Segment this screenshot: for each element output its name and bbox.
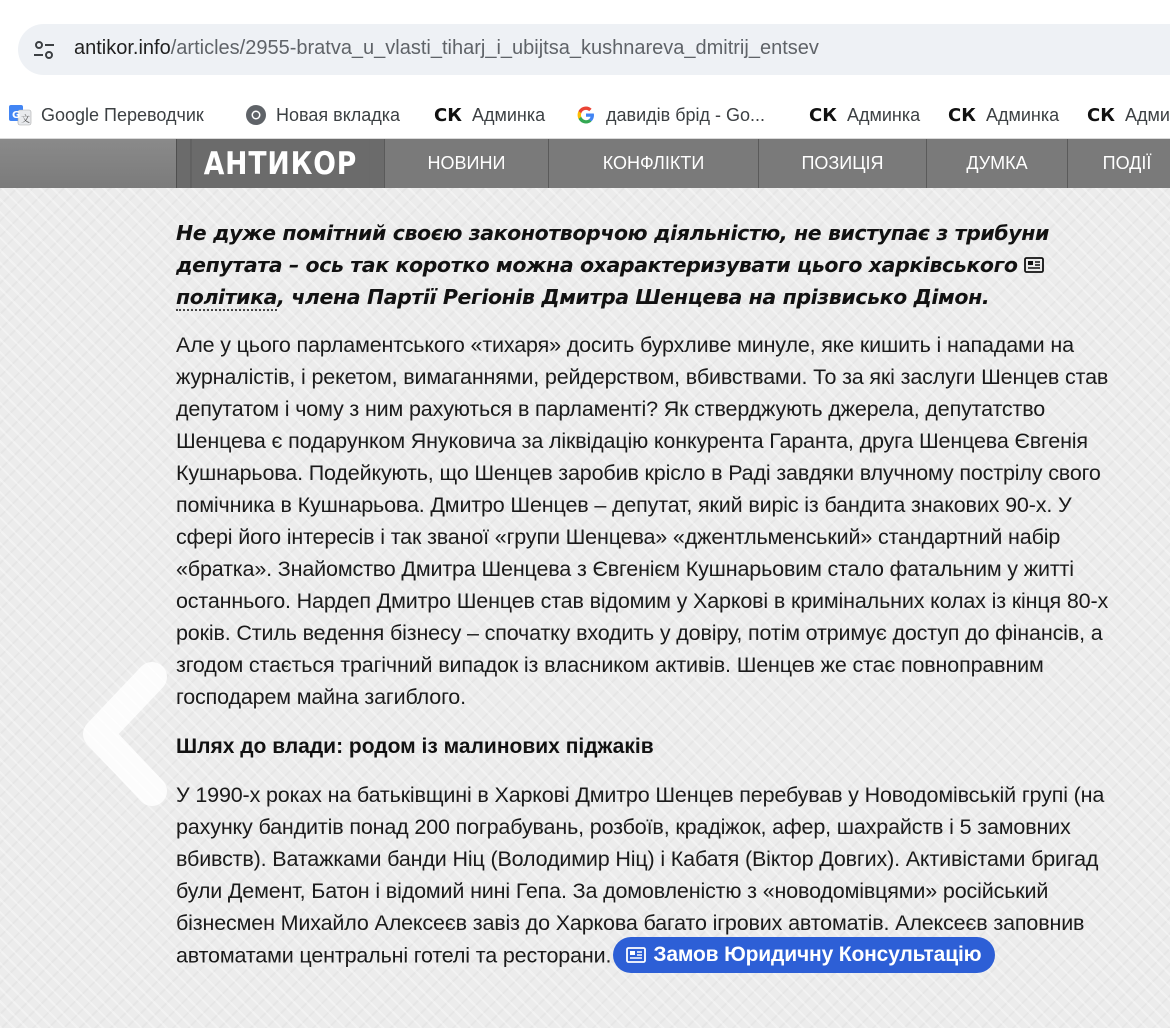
bookmark-label: Админка: [471, 104, 546, 125]
bookmark-admin-3[interactable]: [948, 100, 1059, 130]
url-text[interactable]: [74, 37, 819, 60]
address-bar[interactable]: [18, 24, 1170, 75]
bookmark-label: давидів брід - Go...: [606, 104, 766, 125]
consult-button-label: Замов Юридичну Консультацію: [653, 943, 982, 966]
lead-text: Не дуже помітний своєю законотворчою діяльністю, не виступає з трибуни депутата – ось так коротко можна охарактеризувати цього харківського: [176, 221, 1049, 277]
site-navbar: [0, 139, 1170, 188]
bookmark-label: Адми: [1124, 104, 1170, 125]
bookmark-admin-1[interactable]: [434, 100, 545, 130]
article-subheading: Шлях до влади: родом із малинових піджаків: [176, 735, 654, 758]
bookmark-google-translate[interactable]: [8, 100, 204, 130]
ck-logo-icon: СК: [948, 104, 976, 126]
bookmark-google-search[interactable]: [575, 100, 765, 130]
bookmark-label: Новая вкладка: [276, 104, 401, 125]
google-g-icon: [575, 104, 597, 126]
glossary-card-icon[interactable]: [1024, 257, 1044, 273]
previous-article-arrow-icon[interactable]: [70, 659, 180, 809]
browser-toolbar: [0, 0, 1170, 92]
bookmark-admin-4[interactable]: [1087, 100, 1170, 130]
navbar-left-spacer: [0, 139, 176, 188]
google-translate-icon: [8, 104, 32, 126]
paragraph-2-text: У 1990-х роках на батьківщині в Харкові Дмитро Шенцев перебував у Новодомівській групі (на рахунку бандитів понад 200 пограбувань, розбоїв, крадіжок, афер, шахрайств і 5 замовних вбивств). Ватажками банди Ніц (Володимир Ніц) і Кабатя (Віктор Довгих). Активістами бригад були Демент, Батон і відомий нині Гепа. За домовленістю з «новодомівцями» російський бізнесмен Михайло Алексеєв завіз до Харкова багато ігрових автоматів. Алексеєв заповнив автоматами центральні готелі та ресторани.: [176, 783, 1105, 968]
nav-position[interactable]: ПОЗИЦІЯ: [758, 139, 926, 188]
ck-logo-icon: СК: [809, 104, 837, 126]
ck-logo-icon: СК: [434, 104, 462, 126]
url-host: antikor.info: [74, 37, 171, 59]
site-page: [0, 139, 1170, 1028]
article-lead: [176, 217, 1126, 313]
site-logo[interactable]: АНТИКОР: [191, 139, 370, 188]
svg-text:文: 文: [21, 115, 31, 125]
site-info-icon[interactable]: [32, 38, 56, 62]
nav-events[interactable]: ПОДІЇ: [1067, 139, 1170, 188]
lead-text-end: , члена Партії Регіонів Дмитра Шенцева на прізвисько Дімон.: [277, 285, 990, 309]
bookmark-label: Админка: [846, 104, 921, 125]
bookmarks-bar: [0, 92, 1170, 139]
bookmark-new-tab[interactable]: [245, 100, 400, 130]
nav-news[interactable]: НОВИНИ: [384, 139, 548, 188]
url-path: /articles/2955-bratva_u_vlasti_tiharj_i_ubijtsa_kushnareva_dmitrij_entsev: [170, 37, 819, 59]
glossary-term-link[interactable]: політика: [176, 285, 278, 309]
chrome-icon: [245, 104, 267, 126]
bookmark-label: Админка: [985, 104, 1060, 125]
id-card-icon: [626, 947, 646, 963]
article-paragraph-1: Але у цього парламентського «тихаря» досить бурхливе минуле, яке кишить і нападами на журналістів, і рекетом, вимаганнями, рейдерством, вбивствами. То за які заслуги Шенцев став депутатом і чому з ним рахуються в парламенті? Як стверджують джерела, депутатство Шенцева є подарунком Януковича за ліквідацію конкурента Гаранта, друга Шенцева Євгенія Кушнарьова. Подейкують, що Шенцев заробив крісло в Раді завдяки влучному пострілу свого помічника в Кушнарьова. Дмитро Шенцев – депутат, який виріс із бандита знакових 90-х. У сфері його інтересів і так званої «групи Шенцева» «джентльменський» стандартний набір «братка». Знайомство Дмитра Шенцева з Євгенієм Кушнарьовим стало фатальним у житті останнього. Нардеп Дмитро Шенцев став відомим у Харкові в кримінальних колах із кінця 80-х років. Стиль ведення бізнесу – спочатку входить у довіру, потім отримує доступ до фінансів, а згодом стається трагічний випадок із власником активів. Шенцев же стає повноправним господарем майна загиблого.: [176, 333, 1109, 709]
legal-consult-button[interactable]: [613, 937, 995, 973]
bookmark-admin-2[interactable]: [809, 100, 920, 130]
bookmark-label: Google Переводчик: [41, 104, 204, 125]
svg-text:G: G: [12, 110, 21, 121]
nav-conflicts[interactable]: КОНФЛІКТИ: [548, 139, 758, 188]
ck-logo-icon: СК: [1087, 104, 1115, 126]
nav-opinion[interactable]: ДУМКА: [926, 139, 1067, 188]
article-paragraph-2: [176, 779, 1126, 975]
article-body: [176, 199, 1126, 975]
